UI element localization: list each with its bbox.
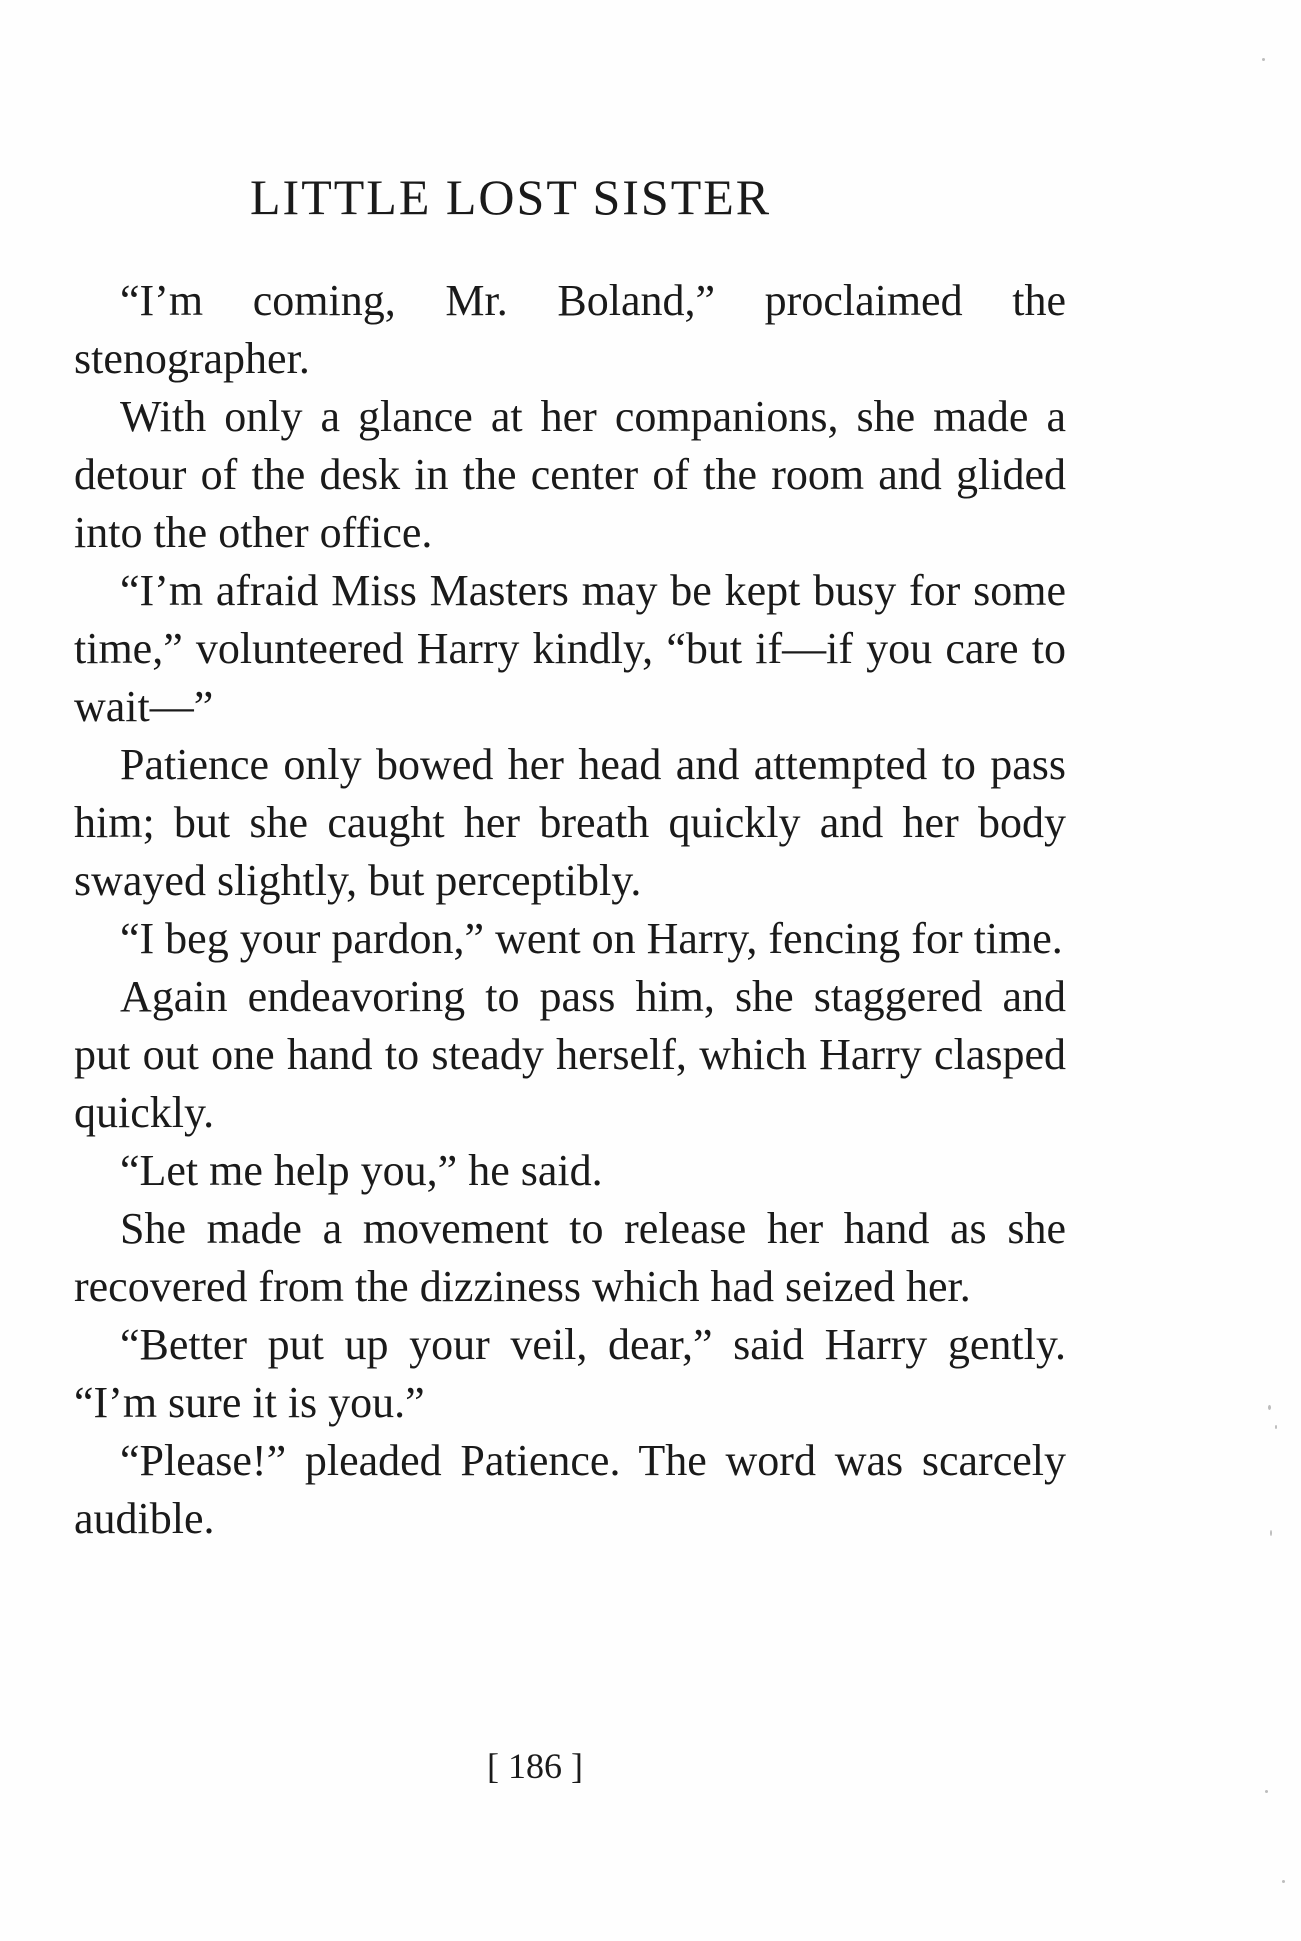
body-text (74, 272, 1066, 1548)
paragraph: “Better put up your veil, dear,” said Harry gently. “I’m sure it is you.” (74, 1320, 1066, 1427)
paragraph: “I’m coming, Mr. Boland,” proclaimed the stenographer. (74, 276, 1066, 383)
scan-speck (1282, 1880, 1285, 1883)
paragraph: She made a movement to release her hand as she recovered from the dizziness which had seized her. (74, 1204, 1066, 1311)
paragraph: Patience only bowed her head and attempted to pass him; but she caught her breath quickly and her body swayed slightly, but perceptibly. (74, 740, 1066, 905)
running-head: LITTLE LOST SISTER (250, 169, 772, 225)
folio-open-bracket: [ (487, 1746, 499, 1786)
scan-speck (1262, 58, 1265, 61)
folio-close-bracket: ] (571, 1746, 583, 1786)
page-number (0, 1745, 1070, 1787)
page-number-value: 186 (508, 1746, 562, 1786)
scan-speck (1275, 1425, 1277, 1429)
paragraph: “Let me help you,” he said. (120, 1146, 603, 1195)
scan-speck (1265, 1790, 1268, 1793)
paragraph: With only a glance at her companions, she made a detour of the desk in the center of the room and glided into the other office. (74, 392, 1066, 557)
scan-speck (1270, 1530, 1272, 1536)
paragraph: Again endeavoring to pass him, she staggered and put out one hand to steady herself, which Harry clasped quickly. (74, 972, 1066, 1137)
scan-speck (1268, 1405, 1271, 1410)
paragraph: “Please!” pleaded Patience. The word was scarcely audible. (74, 1436, 1066, 1543)
paragraph: “I beg your pardon,” went on Harry, fencing for time. (120, 914, 1063, 963)
paragraph: “I’m afraid Miss Masters may be kept busy for some time,” volunteered Harry kindly, “but if—if you care to wait—” (74, 566, 1066, 731)
